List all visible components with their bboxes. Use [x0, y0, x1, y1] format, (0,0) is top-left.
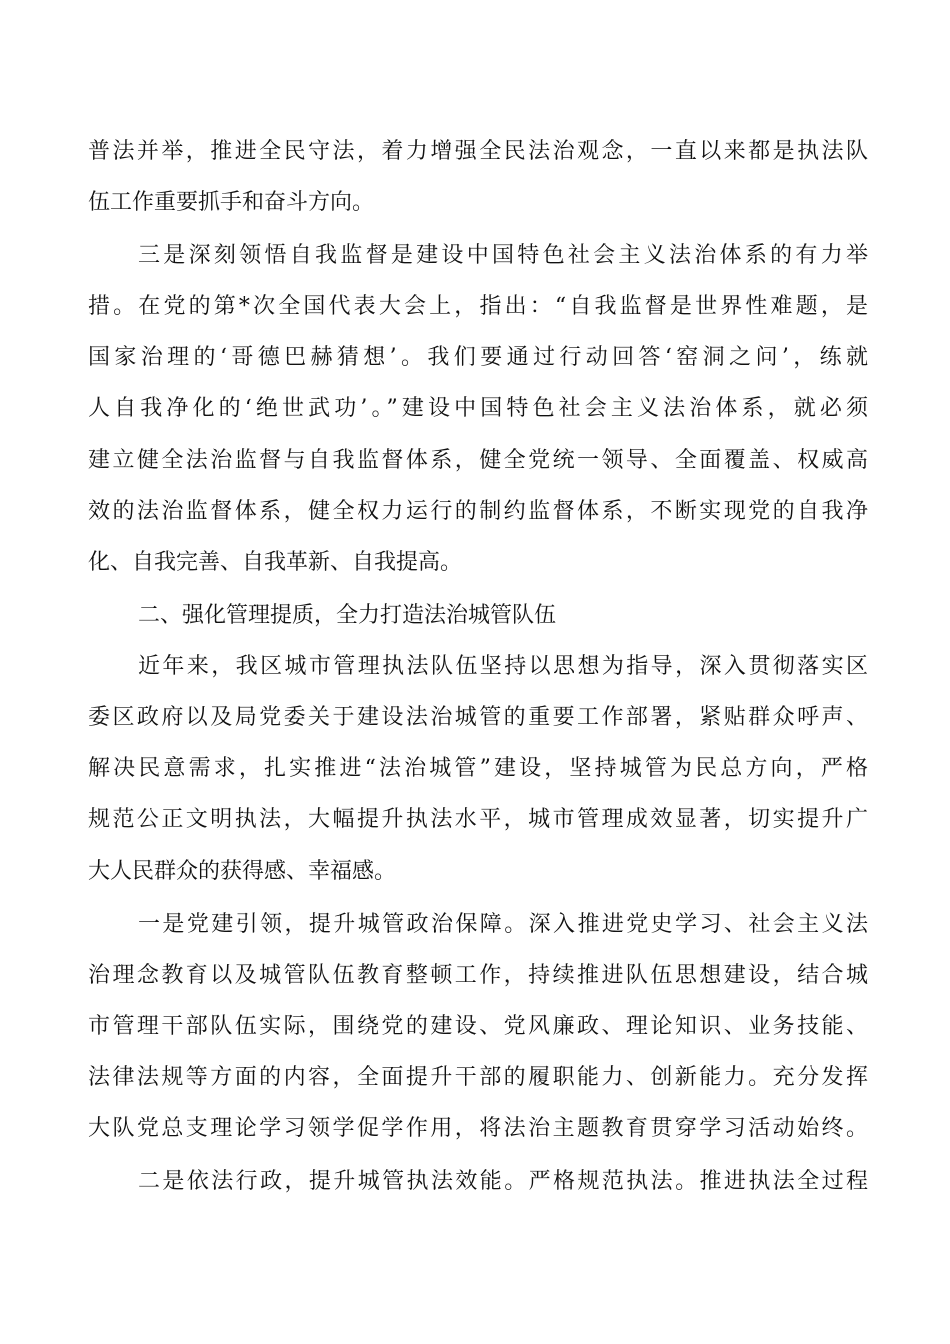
text-line: 规范公正文明执法，大幅提升执法水平，城市管理成效显著，切实提升广	[88, 807, 868, 832]
text-line: 建立健全法治监督与自我监督体系，健全党统一领导、全面覆盖、权威高	[88, 448, 868, 473]
text-line: 二是依法行政，提升城管执法效能。严格规范执法。推进执法全过程	[138, 1169, 868, 1194]
text-line: 解决民意需求，扎实推进“法治城管”建设，坚持城管为民总方向，严格	[88, 756, 868, 781]
text-line: 一是党建引领，提升城管政治保障。深入推进党史学习、社会主义法	[138, 912, 868, 937]
text-line: 效的法治监督体系，健全权力运行的制约监督体系，不断实现党的自我净	[88, 499, 868, 524]
text-line: 国家治理的‘哥德巴赫猜想’。我们要通过行动回答‘窑洞之问’，练就	[88, 345, 868, 370]
text-line: 治理念教育以及城管队伍教育整顿工作，持续推进队伍思想建设，结合城	[88, 963, 868, 988]
text-line: 大人民群众的获得感、幸福感。	[88, 859, 397, 884]
text-line: 化、自我完善、自我革新、自我提高。	[88, 550, 463, 575]
text-line: 大队党总支理论学习领学促学作用，将法治主题教育贯穿学习活动始终。	[88, 1116, 868, 1141]
text-line: 近年来，我区城市管理执法队伍坚持以思想为指导，深入贯彻落实区	[138, 654, 868, 679]
text-line: 伍工作重要抓手和奋斗方向。	[88, 190, 375, 215]
text-line: 法律法规等方面的内容，全面提升干部的履职能力、创新能力。充分发挥	[88, 1065, 868, 1090]
text-line: 普法并举，推进全民守法，着力增强全民法治观念，一直以来都是执法队	[88, 139, 868, 164]
text-line: 市管理干部队伍实际，围绕党的建设、党风廉政、理论知识、业务技能、	[88, 1014, 868, 1039]
text-line: 三是深刻领悟自我监督是建设中国特色社会主义法治体系的有力举	[138, 243, 868, 268]
text-line: 委区政府以及局党委关于建设法治城管的重要工作部署，紧贴群众呼声、	[88, 705, 868, 730]
section-heading: 二、强化管理提质，全力打造法治城管队伍	[138, 603, 557, 628]
text-line: 人自我净化的‘绝世武功’。”建设中国特色社会主义法治体系，就必须	[88, 396, 868, 421]
text-line: 措。在党的第*次全国代表大会上，指出：“自我监督是世界性难题，是	[88, 294, 868, 319]
